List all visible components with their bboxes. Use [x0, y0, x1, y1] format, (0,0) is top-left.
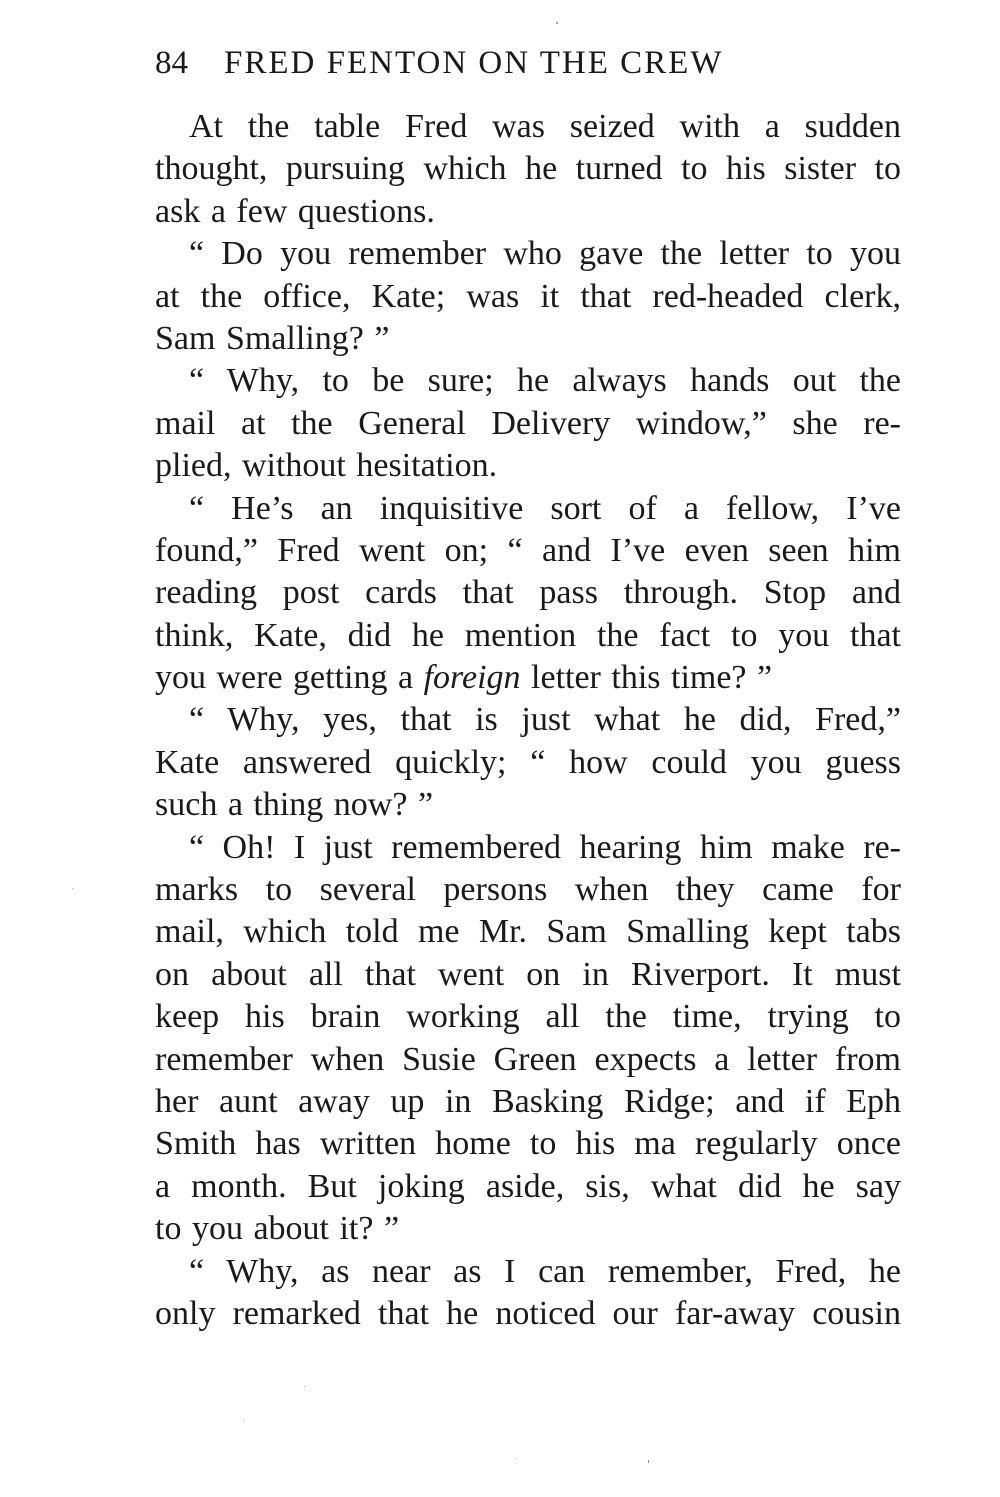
scan-speck	[304, 1386, 305, 1387]
text-line: such a thing now? ”	[155, 786, 434, 824]
text-line: thought, pursuing which he turned to his sister to	[155, 150, 901, 188]
text-line: plied, without hesitation.	[155, 447, 498, 485]
text-fragment: letter this time? ”	[531, 659, 773, 697]
text-line: At the table Fred was seized with a sudden	[189, 108, 901, 145]
text-line: “ Why, as near as I can remember, Fred, he	[189, 1252, 901, 1290]
text-fragment: you were getting a	[155, 659, 414, 697]
text-line: mail at the General Delivery window,” she re-	[155, 404, 901, 442]
text-line: at the office, Kate; was it that red-headed clerk,	[155, 277, 901, 315]
text-line: Smith has written home to his ma regularly once	[155, 1125, 901, 1163]
text-line: her aunt away up in Basking Ridge; and if Eph	[155, 1082, 901, 1120]
text-line: found,” Fred went on; “ and I’ve even seen him	[155, 531, 901, 569]
scan-speck	[72, 888, 73, 889]
running-head	[155, 38, 825, 88]
text-line: “ He’s an inquisitive sort of a fellow, I’ve	[189, 489, 901, 527]
text-line: Sam Smalling? ”	[155, 319, 390, 357]
scan-speck	[516, 1458, 517, 1459]
italic-word: foreign	[423, 659, 521, 697]
text-line: a month. But joking aside, sis, what did he say	[155, 1167, 901, 1205]
scan-speck	[243, 1420, 244, 1421]
scan-speck	[648, 1460, 649, 1463]
running-title: FRED FENTON ON THE CREW	[224, 45, 724, 81]
text-line: “ Do you remember who gave the letter to you	[189, 235, 901, 273]
scan-speck	[556, 22, 558, 24]
text-line: mail, which told me Mr. Sam Smalling kept tabs	[155, 913, 901, 951]
text-line: Kate answered quickly; “ how could you guess	[155, 743, 901, 781]
text-line: think, Kate, did he mention the fact to you that	[155, 616, 901, 654]
text-line-with-italic	[155, 657, 901, 699]
text-line: to you about it? ”	[155, 1210, 400, 1248]
text-line: marks to several persons when they came for	[155, 871, 901, 909]
text-line: “ Oh! I just remembered hearing him make re-	[189, 828, 901, 866]
text-line: on about all that went on in Riverport. It must	[155, 955, 901, 993]
text-line: “ Why, yes, that is just what he did, Fred,”	[189, 701, 901, 739]
body-text	[155, 106, 901, 1335]
text-line: ask a few questions.	[155, 192, 435, 230]
text-line: reading post cards that pass through. Stop and	[155, 574, 901, 612]
text-line: only remarked that he noticed our far-away cousin	[155, 1294, 901, 1332]
page-number: 84	[155, 45, 188, 81]
text-line: remember when Susie Green expects a letter from	[155, 1040, 901, 1078]
text-line: keep his brain working all the time, trying to	[155, 998, 901, 1036]
text-line: “ Why, to be sure; he always hands out the	[189, 362, 901, 400]
